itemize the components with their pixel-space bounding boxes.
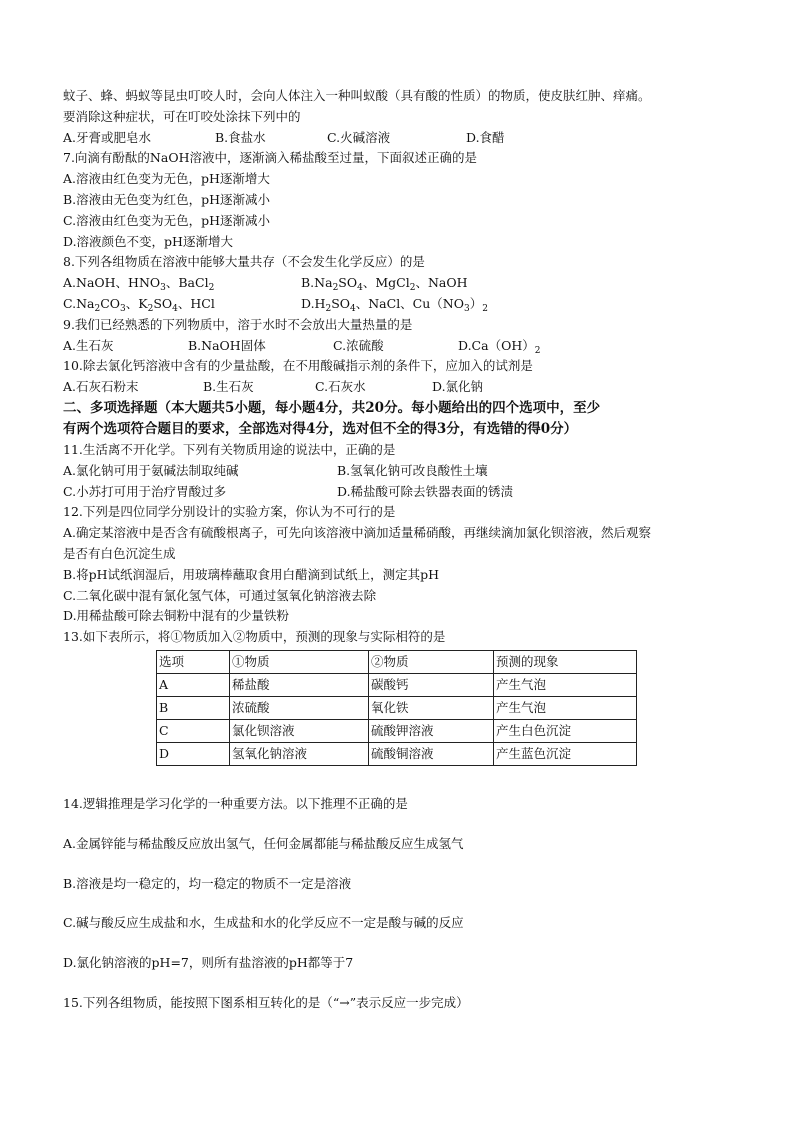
q12-option-a-line1: A.确定某溶液中是否含有硫酸根离子，可先向该溶液中滴加适量稀硝酸，再继续滴加氯化钡溶液，然后观察 (63, 525, 652, 541)
q12-option-d: D.用稀盐酸可除去铜粉中混有的少量铁粉 (63, 608, 290, 624)
exam-page (63, 86, 743, 1014)
table-cell: 碳酸钙 (369, 673, 494, 696)
q9-stem: 9.我们已经熟悉的下列物质中，溶于水时不会放出大量热量的是 (63, 316, 413, 332)
q9-option-d: $D.Ca(OH)_2$ (458, 337, 541, 356)
table-row (157, 742, 637, 765)
q10-stem: 10.除去氯化钙溶液中含有的少量盐酸，在不用酸碱指示剂的条件下，应加入的试剂是 (63, 358, 533, 374)
q14-option-d: D.氯化钠溶液的pH=7，则所有盐溶液的pH都等于7 (63, 955, 354, 971)
table-header-cell: ②物质 (369, 650, 494, 673)
q6-stem-line2: 要消除这种症状，可在叮咬处涂抹下列中的 (63, 108, 301, 124)
table-cell: 氢氧化钠溶液 (230, 742, 369, 765)
q9-option-c: C.浓硫酸 (333, 337, 384, 353)
table-cell: 产生气泡 (494, 673, 637, 696)
table-row (157, 696, 637, 719)
q9-option-a: A.生石灰 (63, 337, 114, 353)
q7-option-a: A.溶液由红色变为无色，pH逐渐增大 (63, 171, 270, 187)
q9-option-b: B.NaOH固体 (188, 337, 266, 353)
q13-stem: 13.如下表所示，将①物质加入②物质中，预测的现象与实际相符的是 (63, 629, 446, 645)
q15-stem: 15.下列各组物质，能按照下图系相互转化的是（“→”表示反应一步完成） (63, 994, 469, 1010)
table-cell: 硫酸钾溶液 (369, 719, 494, 742)
q11-option-b: B.氢氧化钠可改良酸性土壤 (337, 462, 488, 478)
table-header-cell: 预测的现象 (494, 650, 637, 673)
table-cell: 浓硫酸 (230, 696, 369, 719)
q6-option-b: B.食盐水 (215, 129, 266, 145)
q7-option-c: C.溶液由红色变为无色，pH逐渐减小 (63, 212, 270, 228)
table-row (157, 673, 637, 696)
table-header-cell: ①物质 (230, 650, 369, 673)
table-header-cell: 选项 (157, 650, 230, 673)
section2-heading-line1: 二、多项选择题（本大题共5小题，每小题4分，共20分。每小题给出的四个选项中，至少 (63, 399, 601, 416)
table-cell: 氯化钡溶液 (230, 719, 369, 742)
table-cell: D (157, 742, 230, 765)
q8-stem: 8.下列各组物质在溶液中能够大量共存（不会发生化学反应）的是 (63, 254, 425, 270)
table-cell: 产生白色沉淀 (494, 719, 637, 742)
table-row (157, 719, 637, 742)
q8-option-b: $B.Na_2SO_4$、MgCl$_2$、NaOH (301, 275, 468, 294)
q6-option-a: A.牙膏或肥皂水 (63, 129, 152, 145)
q12-option-c: C.二氧化碳中混有氯化氢气体，可通过氢氧化钠溶液去除 (63, 587, 377, 603)
table-cell: 产生气泡 (494, 696, 637, 719)
q8-option-d: $D.H_2SO_4$、NaCl、$Cu(NO_3)_2$ (301, 295, 488, 314)
q11-stem: 11.生活离不开化学。下列有关物质用途的说法中，正确的是 (63, 441, 396, 457)
table-cell: A (157, 673, 230, 696)
q10-options (63, 377, 743, 398)
q8-options-row2 (63, 294, 743, 315)
q11-options-row1 (63, 461, 743, 482)
q7-option-b: B.溶液由无色变为红色，pH逐渐减小 (63, 191, 271, 207)
table-cell: 产生蓝色沉淀 (494, 742, 637, 765)
q11-option-a: A.氯化钠可用于氨碱法制取纯碱 (63, 462, 239, 478)
q13-table (156, 650, 637, 766)
q10-option-c: C.石灰水 (315, 379, 366, 395)
q6-stem-line1: 蚊子、蜂、蚂蚁等昆虫叮咬人时，会向人体注入一种叫蚁酸（具有酸的性质）的物质，使皮肤红肿、痒痛。 (63, 88, 651, 103)
table-header-row (157, 650, 637, 673)
q12-stem: 12.下列是四位同学分别设计的实验方案，你认为不可行的是 (63, 504, 396, 520)
q6-option-d: D.食醋 (466, 129, 505, 145)
q11-option-d: D.稀盐酸可除去铁器表面的锈渍 (337, 483, 514, 499)
q14-option-c: C.碱与酸反应生成盐和水，生成盐和水的化学反应不一定是酸与碱的反应 (63, 915, 464, 931)
q11-option-c: C.小苏打可用于治疗胃酸过多 (63, 483, 227, 499)
q7-option-d: D.溶液颜色不变，pH逐渐增大 (63, 233, 233, 249)
q10-option-a: A.石灰石粉末 (63, 379, 139, 395)
table-cell: 稀盐酸 (230, 673, 369, 696)
table-cell: 硫酸铜溶液 (369, 742, 494, 765)
q6-options (63, 128, 743, 149)
q8-option-c: $C.Na_2CO_3$、$K_2SO_4$、HCl (63, 295, 215, 314)
section2-heading-line2: 有两个选项符合题目的要求，全部选对得4分，选对但不全的得3分，有选错的得0分） (63, 420, 578, 437)
q11-options-row2 (63, 482, 743, 503)
table-cell: 氧化铁 (369, 696, 494, 719)
q10-option-b: B.生石灰 (203, 379, 254, 395)
q8-options-row1 (63, 273, 743, 294)
q14-option-b: B.溶液是均一稳定的，均一稳定的物质不一定是溶液 (63, 875, 352, 891)
q14-option-a: A.金属锌能与稀盐酸反应放出氢气，任何金属都能与稀盐酸反应生成氢气 (63, 835, 464, 851)
q9-options (63, 336, 743, 357)
q6-option-c: C.火碱溶液 (327, 129, 391, 145)
q12-option-a-line2: 是否有白色沉淀生成 (63, 545, 176, 561)
q14-stem: 14.逻辑推理是学习化学的一种重要方法。以下推理不正确的是 (63, 795, 408, 811)
q12-option-b: B.将pH试纸润湿后，用玻璃棒蘸取食用白醋滴到试纸上，测定其pH (63, 566, 439, 582)
q7-stem: 7.向滴有酚酞的NaOH溶液中，逐渐滴入稀盐酸至过量，下面叙述正确的是 (63, 150, 477, 166)
q10-option-d: D.氯化钠 (432, 379, 484, 395)
q8-option-a: A.NaOH、$HNO_3$、BaCl$_2$ (63, 275, 215, 294)
table-cell: C (157, 719, 230, 742)
table-cell: B (157, 696, 230, 719)
